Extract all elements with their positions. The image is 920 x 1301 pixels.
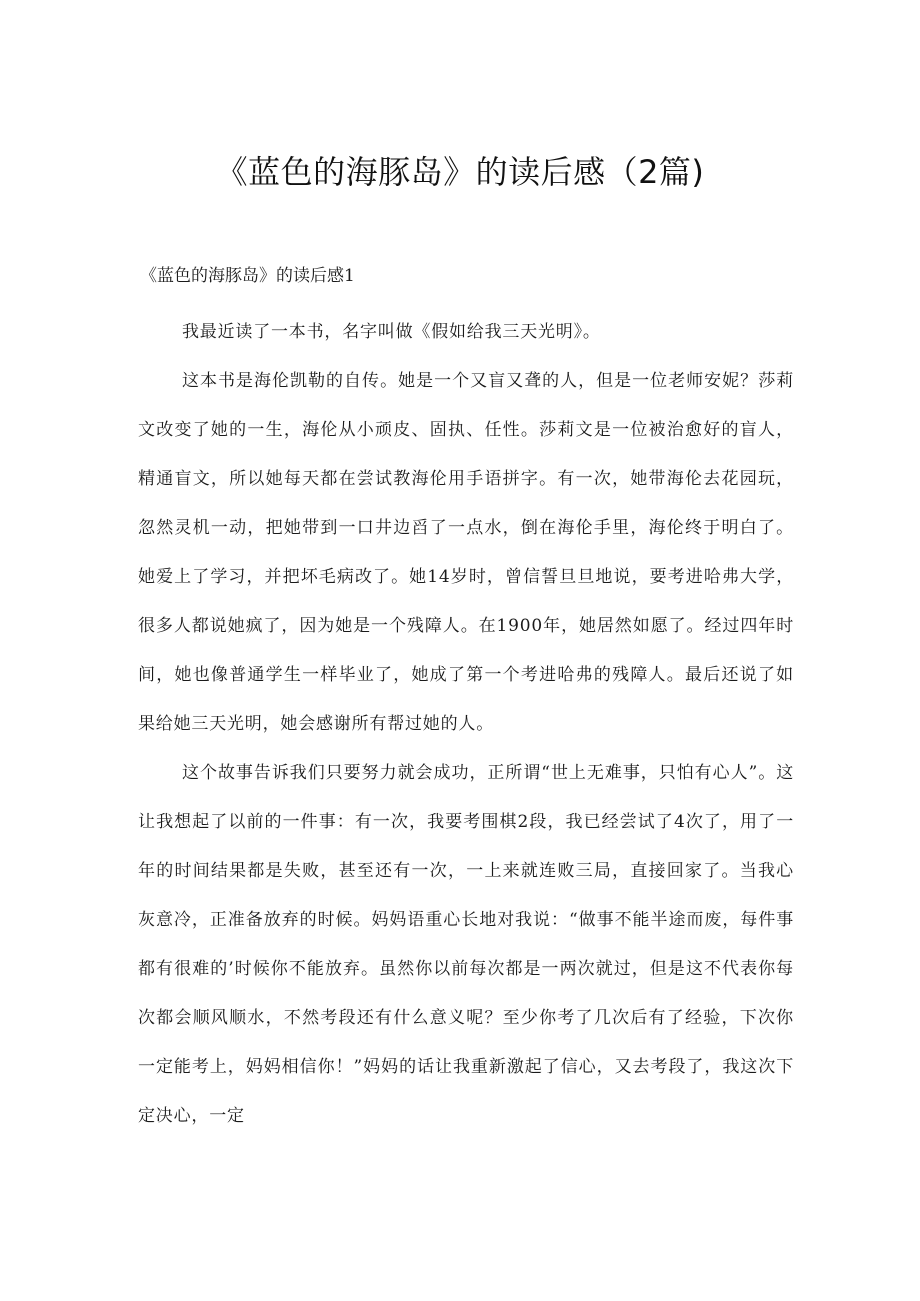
document-body bbox=[138, 308, 794, 1141]
paragraph-3: 这个故事告诉我们只要努力就会成功，正所谓“世上无难事，只怕有心人”。这让我想起了以前的一件事：有一次，我要考围棋2段，我已经尝试了4次了，用了一年的时间结果都是失败，甚至还有一次，一上来就连败三局，直接回家了。当我心灰意冷，正准备放弃的时候。妈妈语重心长地对我说：“做事不能半途而废，每件事都有很难的’时候你不能放弃。虽然你以前每次都是一两次就过，但是这不代表你每次都会顺风顺水，不然考段还有什么意义呢？至少你考了几次后有了经验，下次你一定能考上，妈妈相信你！”妈妈的话让我重新激起了信心，又去考段了，我这次下定决心，一定 bbox=[138, 763, 794, 1126]
section-heading: 《蓝色的海豚岛》的读后感1 bbox=[140, 266, 355, 286]
paragraph-1: 我最近读了一本书，名字叫做《假如给我三天光明》。 bbox=[182, 322, 601, 342]
paragraph-2: 这本书是海伦凯勒的自传。她是一个又盲又聋的人，但是一位老师安妮？莎莉文改变了她的一生，海伦从小顽皮、固执、任性。莎莉文是一位被治愈好的盲人，精通盲文，所以她每天都在尝试教海伦用手语拼字。有一次，她带海伦去花园玩，忽然灵机一动，把她带到一口井边舀了一点水，倒在海伦手里，海伦终于明白了。她爱上了学习，并把坏毛病改了。她14岁时，曾信誓旦旦地说，要考进哈弗大学，很多人都说她疯了，因为她是一个残障人。在1900年，她居然如愿了。经过四年时间，她也像普通学生一样毕业了，她成了第一个考进哈弗的残障人。最后还说了如果给她三天光明，她会感谢所有帮过她的人。 bbox=[138, 371, 794, 734]
document-title: 《蓝色的海豚岛》的读后感（2篇) bbox=[215, 153, 705, 191]
